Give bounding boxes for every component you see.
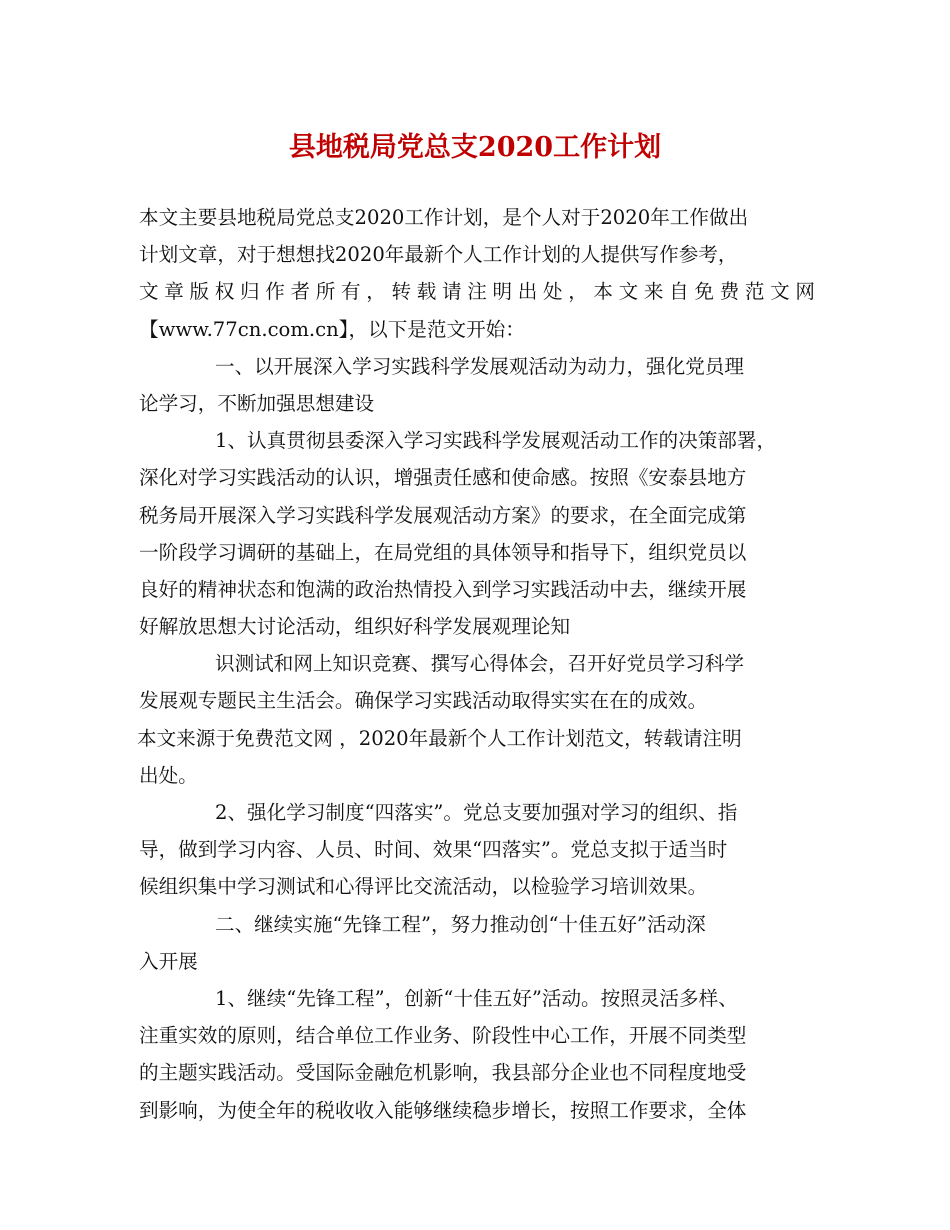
body-line: 候组织集中学习测试和心得评比交流活动，以检验学习培训效果。 bbox=[139, 875, 708, 899]
body-line: 二、继续实施“先锋工程”，努力推动创“十佳五好”活动深 bbox=[215, 912, 706, 936]
body-line: 的主题实践活动。受国际金融危机影响，我县部分企业也不同程度地受 bbox=[139, 1061, 747, 1085]
body-line: 本文主要县地税局党总支2020工作计划，是个人对于2020年工作做出 bbox=[139, 206, 749, 229]
document-title: 县地税局党总支2020工作计划 bbox=[288, 132, 662, 163]
body-line: 【www.77cn.com.cn】，以下是范文开始： bbox=[139, 317, 525, 341]
body-line: 到影响，为使全年的税收收入能够继续稳步增长，按照工作要求，全体 bbox=[139, 1098, 747, 1122]
body-line: 好解放思想大讨论活动，组织好科学发展观理论知 bbox=[139, 615, 571, 639]
body-line: 税务局开展深入学习实践科学发展观活动方案》的要求，在全面完成第 bbox=[139, 503, 747, 527]
body-line: 文章版权归作者所有，转载请注明出处，本文来自免费范文网 bbox=[139, 280, 815, 304]
body-line: 出处。 bbox=[139, 763, 198, 787]
body-line: 入开展 bbox=[139, 949, 198, 973]
body-line: 深化对学习实践活动的认识，增强责任感和使命感。按照《安泰县地方 bbox=[139, 466, 747, 490]
body-line: 一阶段学习调研的基础上，在局党组的具体领导和指导下，组织党员以 bbox=[139, 540, 747, 564]
body-line: 1、认真贯彻县委深入学习实践科学发展观活动工作的决策部署， bbox=[215, 429, 777, 453]
body-line: 论学习，不断加强思想建设 bbox=[139, 391, 375, 415]
body-line: 计划文章，对于想想找2020年最新个人工作计划的人提供写作参考， bbox=[139, 243, 738, 267]
body-line: 一、以开展深入学习实践科学发展观活动为动力，强化党员理 bbox=[215, 354, 745, 378]
body-line: 识测试和网上知识竞赛、撰写心得体会，召开好党员学习科学 bbox=[215, 652, 745, 676]
body-line: 注重实效的原则，结合单位工作业务、阶段性中心工作，开展不同类型 bbox=[139, 1024, 747, 1048]
body-line: 导，做到学习内容、人员、时间、效果“四落实”。党总支拟于适当时 bbox=[139, 838, 728, 862]
document-body bbox=[139, 199, 815, 1129]
body-line: 2、强化学习制度“四落实”。党总支要加强对学习的组织、指 bbox=[215, 801, 738, 824]
body-line: 本文来源于免费范文网 ，2020年最新个人工作计划范文，转载请注明 bbox=[137, 726, 742, 750]
body-line: 良好的精神状态和饱满的政治热情投入到学习实践活动中去，继续开展 bbox=[139, 577, 747, 601]
body-line: 1、继续“先锋工程”，创新“十佳五好”活动。按照灵活多样、 bbox=[215, 986, 738, 1010]
body-line: 发展观专题民主生活会。确保学习实践活动取得实实在在的成效。 bbox=[139, 689, 708, 713]
